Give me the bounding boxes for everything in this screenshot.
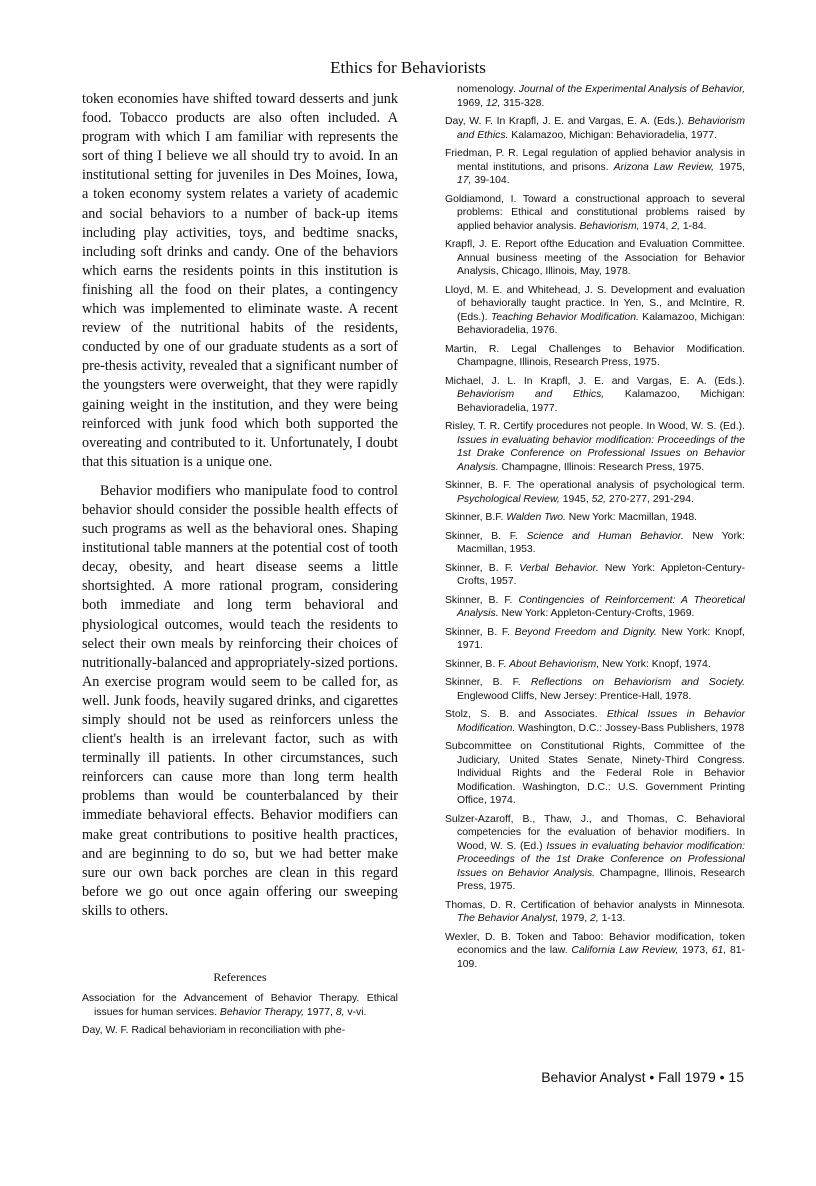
reference-entry	[445, 479, 745, 506]
reference-italic-text: Reflections on Behaviorism and Society.	[530, 677, 745, 688]
reference-text: Skinner, B.F.	[445, 512, 507, 523]
reference-italic-text: Behaviorism and Ethics,	[457, 389, 605, 400]
reference-text: 1-84.	[679, 220, 707, 232]
reference-entry	[445, 813, 745, 894]
reference-italic-text: Issues in evaluating behavior modification: Proceedings of the 1st Drake Conference on Professional Issues on Behavior Analysis.	[457, 840, 745, 879]
reference-text: Martin, R. Legal Challenges to Behavior Modification. Champagne, Illinois, Research Press, 1975.	[445, 343, 745, 368]
reference-text: 1973,	[678, 945, 712, 956]
reference-text: Sulzer-Azaroff, B., Thaw, J., and Thomas, C. Behavioral competencies for the evaluation of behavior modifiers. In Wood, W. S. (Ed.)	[445, 813, 745, 852]
reference-entry	[445, 530, 745, 557]
reference-entry	[445, 899, 745, 926]
reference-italic-text: 2,	[590, 913, 599, 924]
reference-italic-text: California Law Review,	[571, 945, 679, 956]
reference-text: Skinner, B. F.	[445, 594, 519, 606]
reference-italic-text: Arizona Law Review,	[613, 161, 715, 173]
reference-text: Skinner, B. F.	[445, 562, 520, 574]
reference-italic-text: 61,	[711, 945, 727, 956]
reference-entry	[445, 284, 745, 338]
reference-italic-text: Science and Human Behavior.	[526, 530, 684, 542]
reference-italic-text: Verbal Behavior.	[519, 562, 599, 574]
reference-entry	[445, 147, 745, 188]
reference-text: New York: Knopf, 1974.	[599, 658, 711, 670]
reference-italic-text: About Behaviorism,	[509, 658, 600, 670]
reference-text: New York: Macmillan, 1953.	[457, 530, 745, 555]
reference-entry	[445, 562, 745, 589]
reference-entry	[445, 658, 745, 672]
reference-text: Day, W. F. Radical behavioriam in reconciliation with phe-	[82, 1025, 346, 1036]
body-text-column	[82, 90, 398, 921]
reference-text: v-vi.	[344, 1006, 367, 1018]
reference-entry	[445, 931, 745, 972]
reference-text: Champagne, Illinois: Research Press, 1975.	[498, 461, 705, 473]
reference-text: nomenology.	[457, 84, 519, 95]
reference-italic-text: Ethical Issues in Behavior Modification.	[457, 709, 745, 734]
reference-italic-text: Behaviorism and Ethics.	[457, 116, 745, 141]
reference-italic-text: 17,	[457, 175, 472, 186]
page-footer: Behavior Analyst • Fall 1979 • 15	[541, 1069, 744, 1085]
reference-text: 1945,	[559, 493, 592, 505]
reference-entry	[82, 992, 398, 1019]
references-right-column	[445, 83, 745, 976]
reference-entry	[445, 420, 745, 474]
reference-entry	[445, 83, 745, 110]
reference-text: Skinner, B. F.	[445, 626, 515, 638]
reference-text: Wexler, D. B. Token and Taboo: Behavior modification, token economics and the law.	[445, 931, 745, 956]
reference-italic-text: Issues in evaluating behavior modification: Proceedings of the 1st Drake Conference on Professional Issues on Behavior Analysis.	[457, 434, 745, 473]
reference-text: 1974,	[639, 220, 672, 232]
reference-italic-text: 8,	[335, 1006, 345, 1018]
body-paragraph: token economies have shifted toward desserts and junk food. Tobacco products are also often included. A program with which I am familiar with represents the sort of thing I believe we all should try to avoid. In an institutional setting for juveniles in Des Moines, Iowa, a token economy system relates a variety of academic and social behaviors to a number of back-up items including play activities, toys, and bedtime snacks, including soft drinks and candy. One of the behaviors which earns the residents points in this institution is finishing all the food on their plates, a contingency which was implemented to eliminate waste. A recent review of the nutritional habits of the residents, conducted by one of our graduate students as a sort of pre-thesis activity, revealed that a significant number of the youngsters were overweight, that they were rapidly gaining weight in the institution, and they were being reinforced with junk food which both supported the overeating and contributed to it. Unfortunately, I doubt that this situation is a unique one.	[82, 91, 398, 470]
reference-text: 270-277, 291-294.	[606, 493, 694, 505]
reference-text: Skinner, B. F.	[445, 677, 531, 688]
reference-text: Risley, T. R. Certify procedures not people. In Wood, W. S. (Ed.).	[445, 421, 745, 432]
reference-italic-text: Teaching Behavior Modification.	[490, 311, 639, 323]
reference-text: 1969,	[457, 97, 486, 109]
reference-italic-text: Behavior Therapy,	[219, 1006, 305, 1018]
reference-text: Friedman, P. R. Legal regulation of applied behavior analysis in mental institutions, and prisons.	[445, 148, 745, 173]
reference-text: Washington, D.C.: Jossey-Bass Publishers, 1978	[515, 722, 745, 734]
reference-text: 1975,	[714, 161, 745, 173]
reference-entry	[445, 193, 745, 234]
reference-text: Lloyd, M. E. and Whitehead, J. S. Development and evaluation of behaviorally taught practice. In Yen, S., and McIntire, R. (Eds.).	[445, 284, 745, 323]
reference-text: Kalamazoo, Michigan: Behavioradelia, 1977.	[457, 389, 745, 414]
references-heading: References	[213, 970, 267, 984]
reference-italic-text: Behaviorism,	[579, 220, 640, 232]
reference-entry	[82, 1024, 398, 1038]
reference-text: Subcommittee on Constitutional Rights, Committee of the Judiciary, United States Senate, Ninety-Third Congress. Individual Rights and the Federal Role in Behavior Modification. Washington, D.C.: U.S. Government Printing Office, 1974.	[445, 741, 745, 806]
reference-text: Day, W. F. In Krapfl, J. E. and Vargas, E. A. (Eds.).	[445, 116, 688, 127]
reference-italic-text: Beyond Freedom and Dignity.	[514, 626, 657, 638]
reference-text: Skinner, B. F.	[445, 530, 527, 542]
reference-entry	[445, 511, 745, 525]
reference-italic-text: The Behavior Analyst,	[457, 913, 559, 924]
reference-text: Stolz, S. B. and Associates.	[445, 709, 607, 720]
body-paragraph: Behavior modifiers who manipulate food to control behavior should consider the possible health effects of such programs as well as the behavioral ones. Shaping institutional table manners at the potential cost of tooth decay, obesity, and heart disease seems a little shortsighted. A more rational program, considering both immediate and long term behavioral and physiological outcomes, would teach the residents to select their own meals by reinforcing their choices of nutritionally-balanced and appropriately-sized portions. An exercise program would seem to be called for, as well. Junk foods, heavily sugared drinks, and cigarettes simply should not be used as reinforcers unless the client's health is an irrelevant factor, such as with terminally ill patients. In other circumstances, such reinforcers can cause more than long term health problems than would be counterbalanced by their immediate behavioral effects. Behavior modifiers can make great contributions to positive health practices, and are beginning to do so, but we had better make sure our own back porches are clean in this regard before we go out once again offering our sweeping skills to others.	[82, 482, 398, 919]
reference-text: 1977,	[304, 1006, 336, 1018]
reference-text: Krapfl, J. E. Report ofthe Education and Evaluation Committee. Annual business meeting of the Association for Behavior Analysis, Chicago, Illinois, May, 1978.	[445, 239, 745, 277]
reference-italic-text: Contingencies of Reinforcement: A Theoretical Analysis.	[457, 594, 745, 619]
reference-text: Kalamazoo, Michigan: Behavioradelia, 1977.	[508, 129, 717, 141]
reference-text: New York: Appleton-Century-Crofts, 1957.	[457, 562, 746, 587]
reference-entry	[445, 375, 745, 416]
reference-entry	[445, 115, 745, 142]
reference-italic-text: Walden Two.	[506, 512, 566, 523]
reference-text: Skinner, B. F.	[445, 658, 510, 670]
reference-text: New York: Macmillan, 1948.	[565, 512, 698, 523]
reference-text: 1979,	[558, 913, 591, 924]
reference-text: Thomas, D. R. Certification of behavior analysts in Minnesota.	[445, 899, 745, 911]
reference-italic-text: Psychological Review,	[457, 493, 560, 505]
reference-text: New York: Appleton-Century-Crofts, 1969.	[498, 608, 695, 619]
reference-entry	[445, 626, 745, 653]
reference-text: Skinner, B. F. The operational analysis of psychological term.	[445, 480, 745, 491]
reference-italic-text: Journal of the Experimental Analysis of Behavior,	[518, 84, 745, 95]
reference-text: 315-328.	[500, 97, 545, 109]
reference-entry	[445, 238, 745, 279]
reference-text: 1-13.	[598, 913, 626, 924]
reference-entry	[445, 676, 745, 703]
reference-text: 81-109.	[457, 945, 746, 970]
reference-entry	[445, 740, 745, 808]
running-header: Ethics for Behaviorists	[330, 58, 486, 77]
reference-text: Kalamazoo, Michigan: Behavioradelia, 1976.	[457, 311, 745, 336]
reference-text: New York: Knopf, 1971.	[457, 626, 745, 651]
reference-italic-text: 52,	[591, 493, 607, 505]
reference-entry	[445, 708, 745, 735]
reference-entry	[445, 343, 745, 370]
reference-text: Champagne, Illinois, Research Press, 1975.	[457, 867, 745, 892]
reference-entry	[445, 594, 745, 621]
reference-italic-text: 12,	[485, 97, 501, 109]
references-left-column	[82, 992, 398, 1043]
reference-text: Goldiamond, I. Toward a constructional approach to several problems: Ethical and constitutional problems raised by applied behavior analysis.	[445, 193, 745, 232]
reference-text: 39-104.	[471, 175, 510, 186]
reference-text: Englewood Cliffs, New Jersey: Prentice-Hall, 1978.	[457, 690, 692, 702]
reference-text: Association for the Advancement of Behavior Therapy. Ethical issues for human services.	[82, 993, 398, 1018]
reference-text: Michael, J. L. In Krapfl, J. E. and Vargas, E. A. (Eds.).	[445, 375, 745, 387]
reference-italic-text: 2,	[671, 220, 680, 232]
